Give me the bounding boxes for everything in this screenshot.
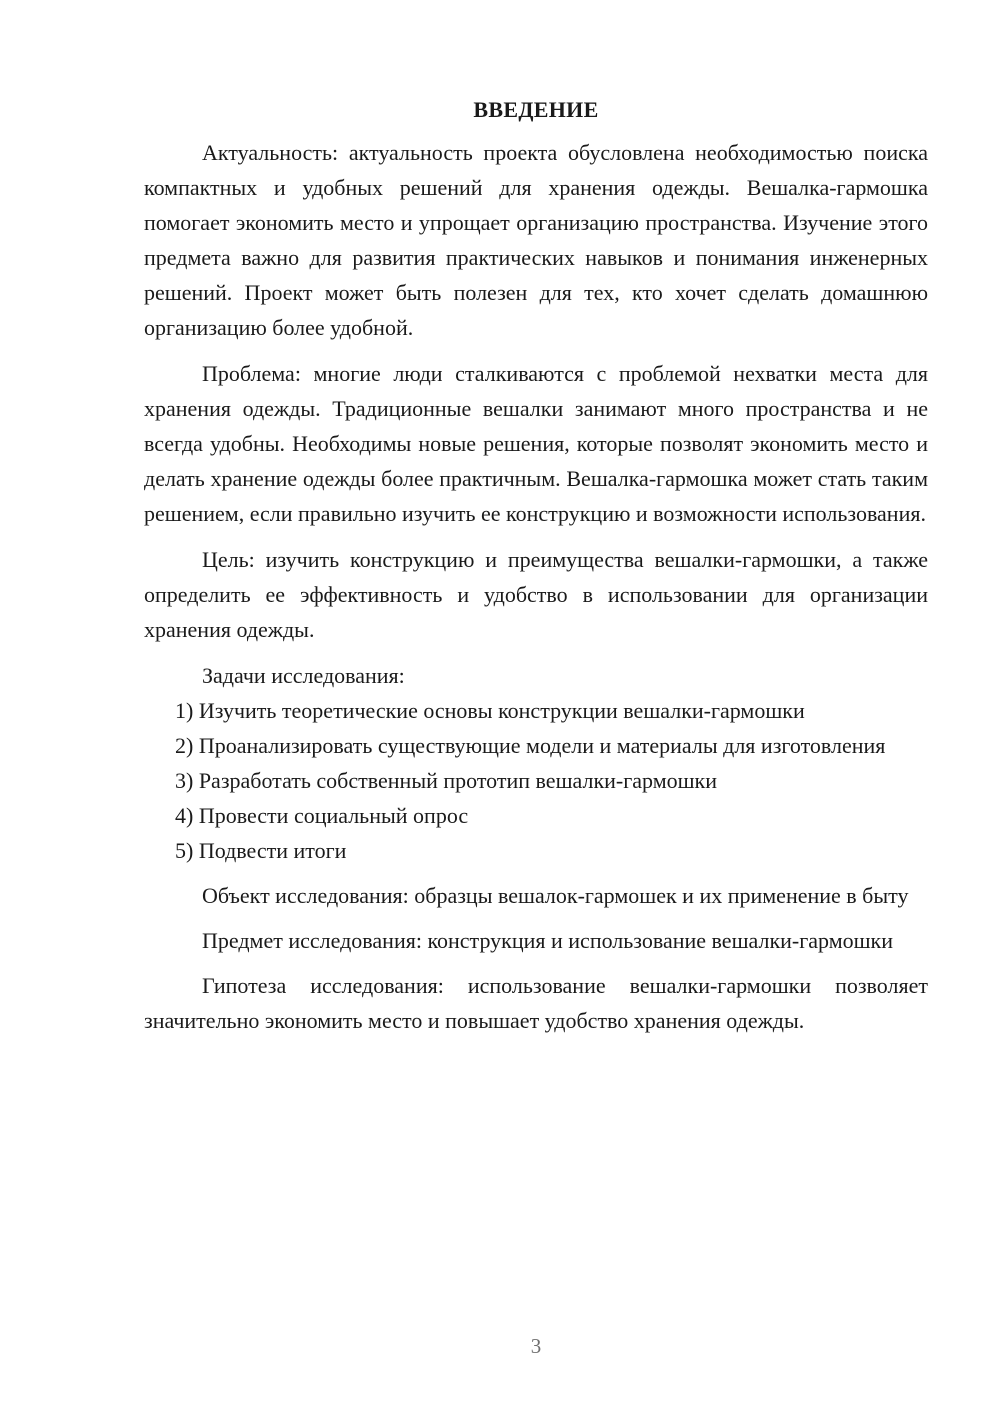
paragraph-object: Объект исследования: образцы вешалок-гармошек и их применение в быту [202,883,909,908]
paragraph-subject: Предмет исследования: конструкция и использование вешалки-гармошки [202,928,894,953]
page-number: 3 [530,1334,542,1358]
section-title: ВВЕДЕНИЕ [473,97,599,122]
paragraph-goal: Цель: изучить конструкцию и преимущества вешалки-гармошки, а также определить ее эффективность и удобство в использовании для организации хранения одежды. [144,547,928,642]
task-item: 3) Разработать собственный прототип вешалки-гармошки [175,768,718,793]
tasks-heading: Задачи исследования: [202,663,405,688]
task-item: 2) Проанализировать существующие модели и материалы для изготовления [175,733,886,758]
task-item: 4) Провести социальный опрос [175,803,469,828]
paragraph-hypothesis: Гипотеза исследования: использование вешалки-гармошки позволяет значительно экономить место и повышает удобство хранения одежды. [144,973,928,1033]
task-item: 5) Подвести итоги [175,838,347,863]
task-item: 1) Изучить теоретические основы конструкции вешалки-гармошки [175,698,805,723]
page-content [144,91,928,1038]
paragraph-relevance: Актуальность: актуальность проекта обусловлена необходимостью поиска компактных и удобных решений для хранения одежды. Вешалка-гармошка помогает экономить место и упрощает организацию пространства. Изучение этого предмета важно для развития практических навыков и понимания инженерных решений. Проект может быть полезен для тех, кто хочет сделать домашнюю организацию более удобной. [144,140,928,340]
paragraph-problem: Проблема: многие люди сталкиваются с проблемой нехватки места для хранения одежды. Традиционные вешалки занимают много пространства и не всегда удобны. Необходимы новые решения, которые позволят экономить место и делать хранение одежды более практичным. Вешалка-гармошка может стать таким решением, если правильно изучить ее конструкцию и возможности использования. [144,361,928,526]
